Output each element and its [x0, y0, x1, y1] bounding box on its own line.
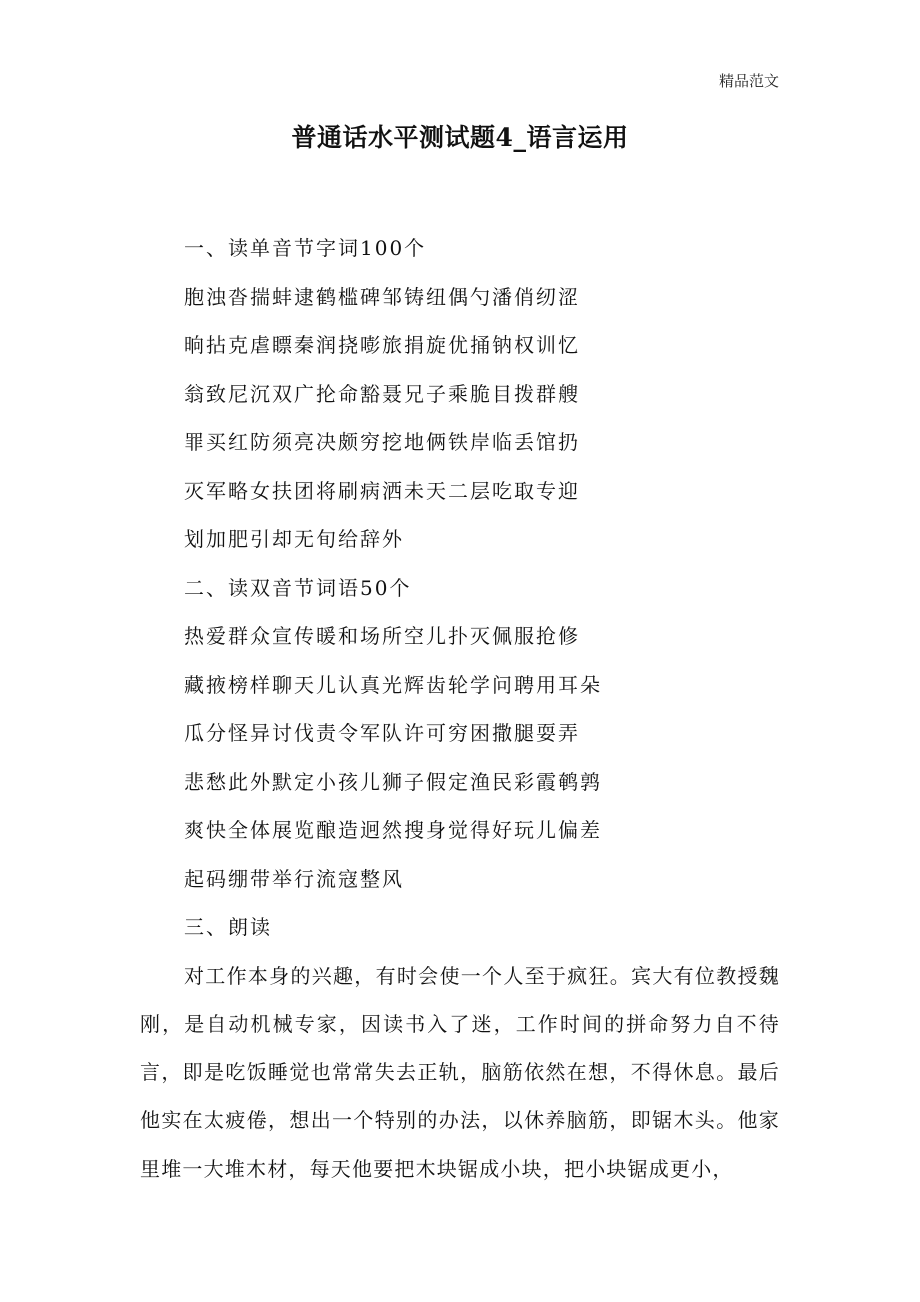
- document-title: 普通话水平测试题4_语言运用: [291, 123, 629, 152]
- section-heading: 二、读双音节词语50个: [184, 575, 412, 600]
- section-heading: 一、读单音节字词100个: [184, 236, 427, 260]
- word-line: 划加肥引却无旬给辞外: [184, 527, 404, 551]
- word-line: 热爱群众宣传暖和场所空儿扑灭佩服抢修: [184, 624, 580, 648]
- word-line: 悲愁此外默定小孩儿狮子假定渔民彩霞鹌鹑: [184, 769, 602, 794]
- document-body: [140, 228, 780, 1193]
- word-line: 藏掖榜样聊天儿认真光辉齿轮学问聘用耳朵: [184, 672, 602, 697]
- word-line: 胞浊沓揣蚌逮鹤槛碑邹铸纽偶勺潘俏纫涩: [184, 284, 580, 309]
- word-line: 灭军略女扶团将刷病洒未天二层吃取专迎: [184, 478, 580, 503]
- reading-paragraph: 对工作本身的兴趣，有时会使一个人至于疯狂。宾大有位教授魏刚，是自动机械专家，因读书入了迷，工作时间的拼命努力自不待言，即是吃饭睡觉也常常失去正轨，脑筋依然在想，不得休息。最后他实在太疲倦，想出一个特别的办法，以休养脑筋，即锯木头。他家里堆一大堆木材，每天他要把木块锯成小块，把小块锯成更小，: [140, 963, 780, 1181]
- section-heading: 三、朗读: [184, 915, 272, 939]
- word-line: 晌拈克虐瞟秦润挠嘭旅捐旋优捅钠权训忆: [184, 333, 580, 357]
- word-line: 罪买红防须亮决颇穷挖地俩铁岸临丢馆扔: [184, 430, 580, 454]
- word-line: 瓜分怪异讨伐责令军队许可穷困撒腿耍弄: [184, 721, 580, 745]
- header-tag: 精品范文: [718, 72, 779, 90]
- word-line: 爽快全体展览酿造迥然搜身觉得好玩儿偏差: [184, 818, 602, 842]
- word-line: 起码绷带举行流寇整风: [184, 866, 404, 891]
- word-line: 翁致尼沉双广抡命豁聂兄子乘脆目拨群艘: [184, 381, 580, 406]
